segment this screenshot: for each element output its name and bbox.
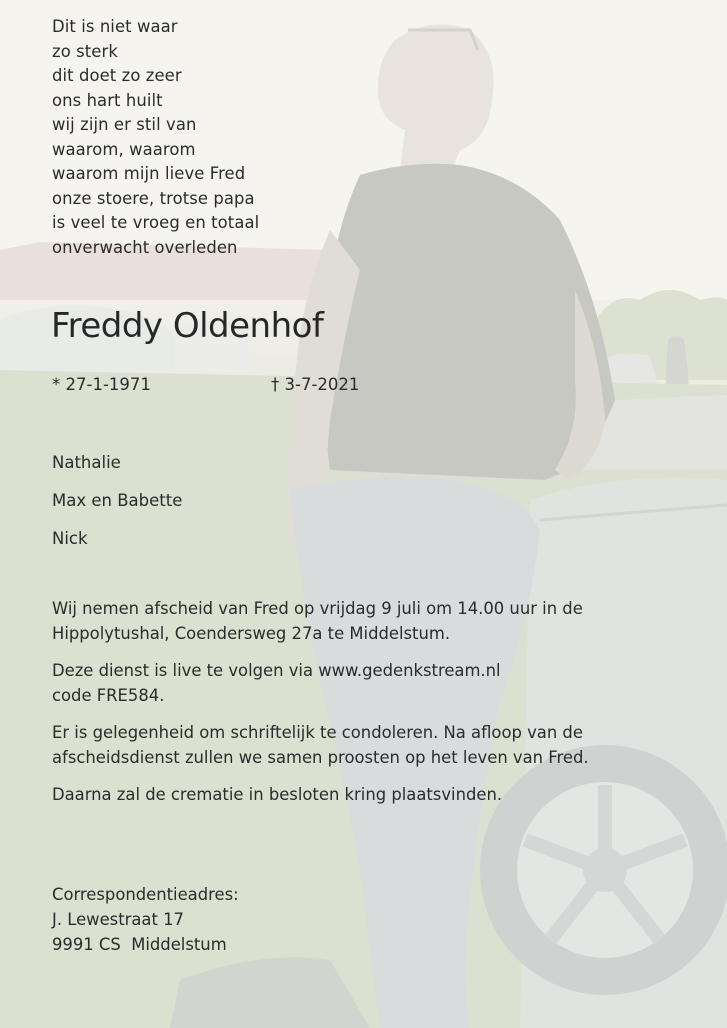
- deceased-name: Freddy Oldenhof: [51, 306, 324, 346]
- text-line: Er is gelegenheid om schriftelijk te condoleren. Na afloop van de: [52, 723, 583, 742]
- poem-line: wij zijn er stil van: [52, 115, 197, 134]
- birth-date: * 27-1-1971: [52, 375, 151, 394]
- address-city: 9991 CS Middelstum: [52, 935, 227, 954]
- correspondence-address: [52, 882, 239, 957]
- text-line: Hippolytushal, Coendersweg 27a te Middelstum.: [52, 623, 451, 643]
- text-line: Wij nemen afscheid van Fred op vrijdag 9 juli om 14.00 uur in de: [52, 599, 583, 618]
- family-member: Nick: [52, 529, 88, 548]
- text-line: afscheidsdienst zullen we samen proosten op het leven van Fred.: [52, 747, 589, 767]
- poem-line: Dit is niet waar: [52, 17, 178, 36]
- text-line: Daarna zal de crematie in besloten kring plaatsvinden.: [52, 785, 503, 804]
- poem-line: waarom mijn lieve Fred: [52, 164, 246, 183]
- family-member: Nathalie: [52, 453, 121, 472]
- address-heading: Correspondentieadres:: [52, 885, 239, 904]
- poem-line: is veel te vroeg en totaal: [52, 213, 260, 232]
- poem-line: ons hart huilt: [52, 90, 163, 110]
- poem-line: dit doet zo zeer: [52, 66, 182, 85]
- family-member: Max en Babette: [52, 491, 183, 510]
- text-line: Deze dienst is live te volgen via www.gedenkstream.nl: [52, 661, 501, 680]
- poem: [52, 15, 259, 260]
- service-info: [52, 597, 632, 821]
- poem-line: onze stoere, trotse papa: [52, 188, 255, 208]
- cremation-paragraph: [52, 783, 632, 808]
- family-list: [52, 452, 182, 566]
- text-line: code FRE584.: [52, 685, 165, 705]
- condolence-paragraph: [52, 721, 632, 770]
- farewell-paragraph: [52, 597, 632, 646]
- poem-line: onverwacht overleden: [52, 237, 238, 257]
- death-date: † 3-7-2021: [271, 375, 360, 394]
- address-street: J. Lewestraat 17: [52, 910, 184, 929]
- poem-line: waarom, waarom: [52, 139, 196, 159]
- livestream-paragraph: [52, 659, 632, 708]
- poem-line: zo sterk: [52, 41, 118, 61]
